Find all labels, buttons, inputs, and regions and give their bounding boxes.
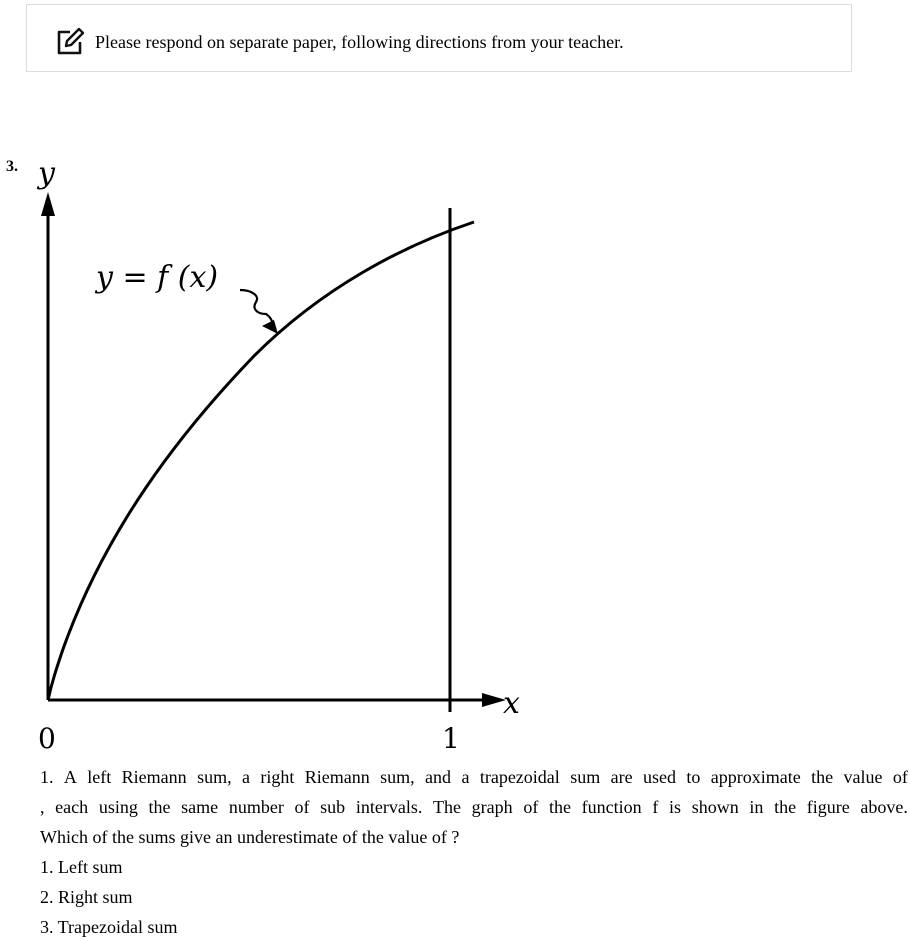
- y-axis-arrow: [41, 192, 55, 216]
- y-axis-label: y: [38, 156, 55, 191]
- function-graph: [0, 150, 560, 765]
- option-left-sum: 1. Left sum: [40, 857, 123, 877]
- question-number: 3.: [6, 158, 18, 175]
- question-line-2: , each using the same number of sub intervals. The graph of the function f is shown in the figure above.: [40, 797, 908, 817]
- x-axis-label: x: [503, 686, 520, 721]
- question-line-3: Which of the sums give an underestimate of the value of ?: [40, 827, 460, 847]
- option-right-sum: 2. Right sum: [40, 887, 133, 907]
- pointer-arrowhead: [262, 320, 278, 334]
- origin-label: 0: [38, 722, 56, 755]
- option-trapezoidal-sum: 3. Trapezoidal sum: [40, 917, 178, 937]
- instructions-text: Please respond on separate paper, following directions from your teacher.: [95, 32, 624, 52]
- question-line-1: 1. A left Riemann sum, a right Riemann sum, and a trapezoidal sum are used to approximate the value of: [40, 767, 908, 787]
- question-text: [40, 762, 908, 942]
- x-tick-label-1: 1: [442, 722, 460, 755]
- function-label: y = f (x): [96, 260, 219, 295]
- instructions-banner: [26, 4, 852, 72]
- edit-square-icon: [55, 27, 85, 57]
